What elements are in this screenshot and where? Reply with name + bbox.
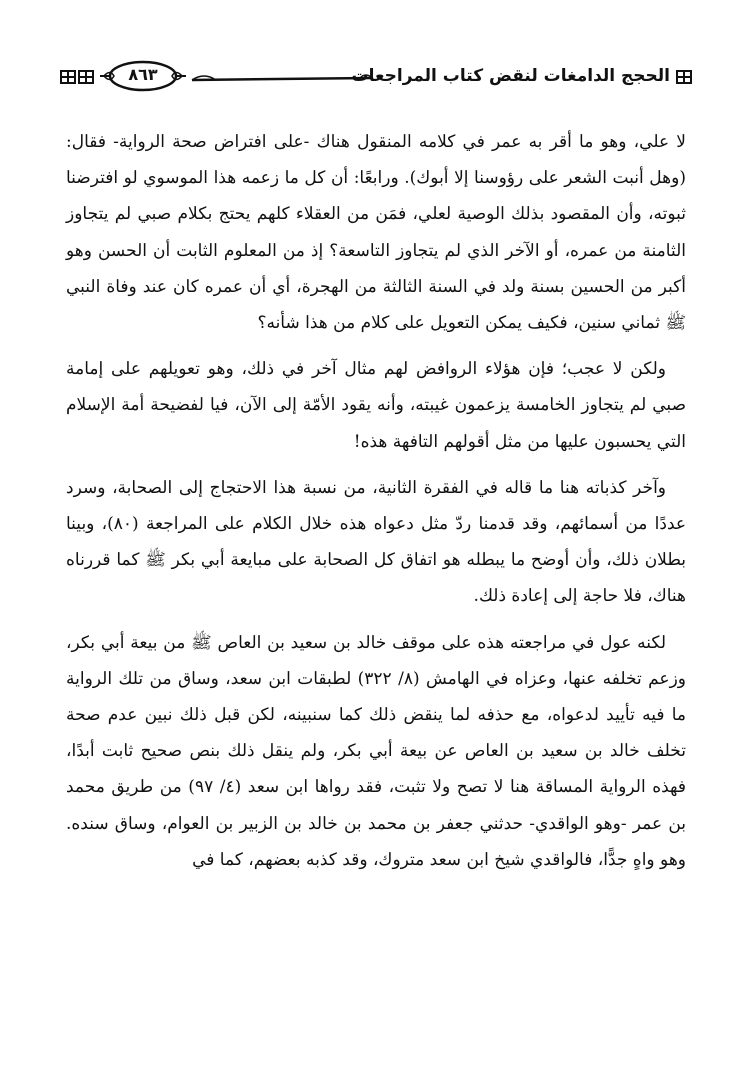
header-ornament-right-icon bbox=[676, 70, 692, 84]
paragraph: وآخر كذباته هنا ما قاله في الفقرة الثانية، من نسبة هذا الاحتجاج إلى الصحابة، وسرد عددًا من أسمائهم، وقد قدمنا ردّ مثل دعواه هذه خلال الكلام على المراجعة (٨٠)، وبينا بطلان ذلك، وأن أوضح ما يبطله هو اتفاق كل الصحابة على مبايعة أبي بكر ﷺ كما قررناه هناك، فلا حاجة إلى إعادة ذلك. bbox=[66, 477, 687, 607]
paragraph: لكنه عول في مراجعته هذه على موقف خالد بن سعيد بن العاص ﷺ من بيعة أبي بكر، وزعم تخلفه عنها، وعزاه في الهامش (٨/ ٣٢٢) لطبقات ابن سعد، وساق من تلك الرواية ما فيه تأييد لدعواه، مع حذفه لما ينقض ذلك كما سنبينه، لكن قبل ذلك نبين عدم صحة تخلف خالد بن سعيد بن العاص عن بيعة أبي بكر، ولم ينقل ذلك بنص صحيح ثابت أبدًا، فهذه الرواية المساقة هنا لا تصح ولا تثبت، فقد رواها ابن سعد (٤/ ٩٧) من طريق محمد بن عمر -وهو الواقدي- حدثني جعفر بن محمد بن خالد بن الزبير بن العوام، وساق سنده. وهو واهٍ جدًّا، فالواقدي شيخ ابن سعد متروك، وقد كذبه بعضهم، كما في bbox=[66, 632, 686, 870]
header-rule-ornament-icon bbox=[190, 68, 374, 88]
paragraph: ولكن لا عجب؛ فإن هؤلاء الروافض لهم مثال آخر في ذلك، وهو تعويلهم على إمامة صبي لم يتجاوز الخامسة يزعمون غيبته، وأنه يقود الأمّة إلى الآن، فيا لفضيحة أمة الإسلام التي يحسبون عليها من مثل أقولهم التافهة هذه! bbox=[66, 359, 686, 452]
running-header bbox=[60, 58, 692, 98]
running-title: الحجج الدامغات لنقض كتاب المراجعات bbox=[351, 66, 670, 86]
page-number: ٨٦٣ bbox=[128, 65, 158, 84]
paragraph: لا علي، وهو ما أقر به عمر في كلامه المنقول هناك -على افتراض صحة الرواية- فقال: (وهل أنبت الشعر على رؤوسنا إلا أبوك). ورابعًا: أن كل ما زعمه هذا الموسوي لو افترضنا ثبوته، وأن المقصود بذلك الوصية لعلي، فمَن من العقلاء كلهم يحتج بكلام صبي لم يتجاوز الثامنة من عمره، أو الآخر الذي لم يتجاوز التاسعة؟ إذ من المعلوم الثابت أن الحسن وهو أكبر من الحسين بسنة ولد في السنة الثالثة من الهجرة، أي أن عمره كان عند وفاة النبي ﷺ ثماني سنين، فكيف يمكن التعويل على كلام من هذا شأنه؟ bbox=[66, 132, 686, 334]
header-ornament-left-icon bbox=[60, 70, 96, 84]
page-body bbox=[66, 124, 686, 888]
